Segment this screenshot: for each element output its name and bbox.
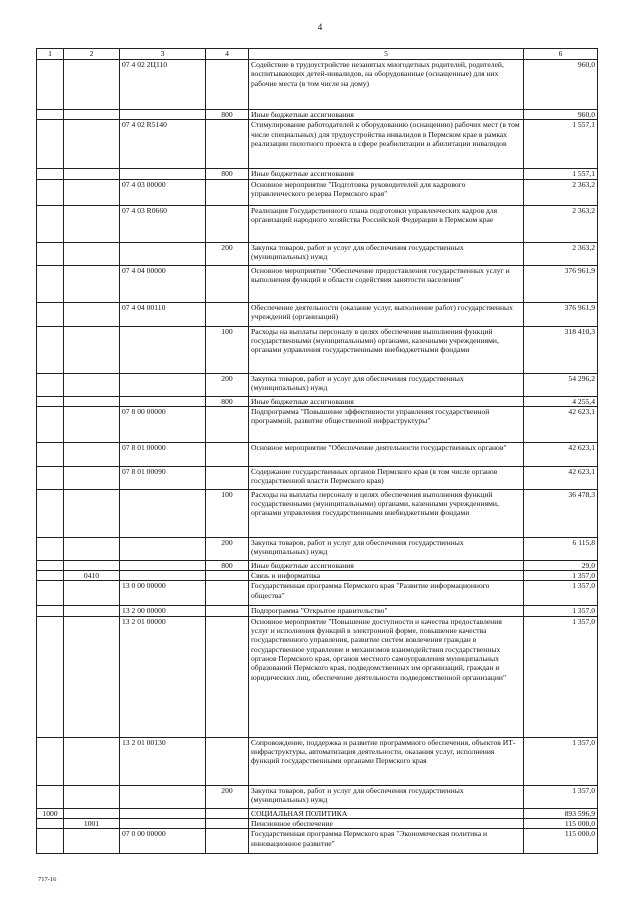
table-row — [37, 442, 598, 466]
section-code-cell — [37, 169, 64, 179]
section-code-cell — [37, 581, 64, 606]
amount-cell: 376 961,9 — [524, 302, 598, 326]
column-number: 4 — [206, 49, 249, 60]
subsection-code-cell — [64, 302, 120, 326]
expense-type-cell — [206, 616, 249, 737]
item-name-cell: Реализация Государственного плана подготовки управленческих кадров для организаций народного хозяйства Российской Федерации в Пермском крае — [249, 205, 524, 242]
expense-type-cell — [206, 808, 249, 818]
item-name-cell: Основное мероприятие "Обеспечение деятельности государственных органов" — [249, 442, 524, 466]
amount-cell: 1 557,1 — [524, 169, 598, 179]
item-name-cell: Закупка товаров, работ и услуг для обеспечения государственных (муниципальных) нужд — [249, 785, 524, 808]
item-name-cell: Содержание государственных органов Пермского края (в том числе органов государственной власти Пермского края) — [249, 466, 524, 489]
table-row — [37, 179, 598, 205]
amount-cell: 1 357,0 — [524, 581, 598, 606]
target-article-cell: 07 4 03 00000 — [120, 179, 206, 205]
item-name-cell: Основное мероприятие "Повышение доступности и качества предоставления услуг и исполнения функций в электронной форме, повышение качества государственного управления, развитие систем вовлечения граждан в государственное управление и механизмов взаимодействия государственных органов Пермского края, органов местного самоуправления муниципальных образований Пермского края, подведомственных им организаций, граждан и юридических лиц, обеспечение деятельности подведомственной организации" — [249, 616, 524, 737]
expense-type-cell: 100 — [206, 326, 249, 373]
amount-cell: 1 357,0 — [524, 571, 598, 581]
amount-cell: 893 596,9 — [524, 808, 598, 818]
target-article-cell — [120, 373, 206, 396]
expense-type-cell — [206, 737, 249, 785]
subsection-code-cell — [64, 616, 120, 737]
table-row — [37, 60, 598, 110]
target-article-cell — [120, 537, 206, 560]
expense-type-cell — [206, 466, 249, 489]
target-article-cell: 07 4 04 00000 — [120, 265, 206, 302]
budget-table — [36, 48, 598, 854]
item-name-cell: Иные бюджетные ассигнования — [249, 110, 524, 120]
amount-cell: 115 000,0 — [524, 829, 598, 854]
expense-type-cell: 200 — [206, 242, 249, 265]
expense-type-cell: 200 — [206, 785, 249, 808]
section-code-cell — [37, 606, 64, 616]
amount-cell: 115 000,0 — [524, 819, 598, 829]
item-name-cell: Связь и информатика — [249, 571, 524, 581]
amount-cell: 1 357,0 — [524, 606, 598, 616]
subsection-code-cell — [64, 396, 120, 406]
table-row — [37, 373, 598, 396]
subsection-code-cell — [64, 169, 120, 179]
target-article-cell — [120, 819, 206, 829]
subsection-code-cell — [64, 606, 120, 616]
section-code-cell — [37, 737, 64, 785]
amount-cell: 54 296,2 — [524, 373, 598, 396]
subsection-code-cell — [64, 537, 120, 560]
column-number: 2 — [64, 49, 120, 60]
section-code-cell — [37, 265, 64, 302]
target-article-cell: 07 8 00 00000 — [120, 406, 206, 442]
amount-cell: 2 363,2 — [524, 205, 598, 242]
subsection-code-cell — [64, 489, 120, 537]
subsection-code-cell — [64, 373, 120, 396]
table-row — [37, 120, 598, 169]
item-name-cell: Иные бюджетные ассигнования — [249, 560, 524, 570]
section-code-cell — [37, 302, 64, 326]
subsection-code-cell — [64, 406, 120, 442]
subsection-code-cell: 1001 — [64, 819, 120, 829]
subsection-code-cell — [64, 785, 120, 808]
table-row — [37, 302, 598, 326]
section-code-cell — [37, 205, 64, 242]
expense-type-cell — [206, 302, 249, 326]
subsection-code-cell — [64, 737, 120, 785]
target-article-cell: 07 4 04 00110 — [120, 302, 206, 326]
target-article-cell — [120, 489, 206, 537]
subsection-code-cell — [64, 581, 120, 606]
subsection-code-cell — [64, 60, 120, 110]
amount-cell: 960,0 — [524, 60, 598, 110]
item-name-cell: Обеспечение деятельности (оказание услуг, выполнение работ) государственных учреждений (организаций) — [249, 302, 524, 326]
column-number: 6 — [524, 49, 598, 60]
item-name-cell: Государственная программа Пермского края "Развитие информационного общества" — [249, 581, 524, 606]
target-article-cell: 07 0 00 00000 — [120, 829, 206, 854]
amount-cell: 376 961,9 — [524, 265, 598, 302]
subsection-code-cell — [64, 179, 120, 205]
amount-cell: 1 357,0 — [524, 785, 598, 808]
target-article-cell: 07 4 02 2Ц110 — [120, 60, 206, 110]
item-name-cell: Закупка товаров, работ и услуг для обеспечения государственных (муниципальных) нужд — [249, 537, 524, 560]
section-code-cell — [37, 785, 64, 808]
subsection-code-cell — [64, 110, 120, 120]
target-article-cell — [120, 169, 206, 179]
table-row — [37, 265, 598, 302]
amount-cell: 318 410,3 — [524, 326, 598, 373]
target-article-cell: 07 8 01 00090 — [120, 466, 206, 489]
item-name-cell: Закупка товаров, работ и услуг для обеспечения государственных (муниципальных) нужд — [249, 242, 524, 265]
table-row — [37, 326, 598, 373]
target-article-cell — [120, 808, 206, 818]
expense-type-cell — [206, 829, 249, 854]
expense-type-cell: 800 — [206, 396, 249, 406]
target-article-cell — [120, 242, 206, 265]
table-row — [37, 489, 598, 537]
table-row — [37, 571, 598, 581]
expense-type-cell — [206, 442, 249, 466]
table-row — [37, 560, 598, 570]
expense-type-cell: 100 — [206, 489, 249, 537]
item-name-cell: Подпрограмма "Повышение эффективности управления государственной программой, развитие общественной инфраструктуры" — [249, 406, 524, 442]
target-article-cell — [120, 326, 206, 373]
section-code-cell: 1000 — [37, 808, 64, 818]
subsection-code-cell — [64, 442, 120, 466]
expense-type-cell — [206, 179, 249, 205]
footer-code: 717-16 — [38, 876, 57, 883]
expense-type-cell: 200 — [206, 537, 249, 560]
target-article-cell: 07 8 01 00000 — [120, 442, 206, 466]
subsection-code-cell: 0410 — [64, 571, 120, 581]
amount-cell: 4 255,4 — [524, 396, 598, 406]
amount-cell: 36 478,3 — [524, 489, 598, 537]
section-code-cell — [37, 537, 64, 560]
expense-type-cell: 800 — [206, 560, 249, 570]
item-name-cell: Расходы на выплаты персоналу в целях обеспечения выполнения функций государственными (муниципальными) органами, казенными учреждениями, органами управления государственными внебюджетными фондами — [249, 326, 524, 373]
target-article-cell — [120, 785, 206, 808]
target-article-cell: 13 2 00 00000 — [120, 606, 206, 616]
table-row — [37, 785, 598, 808]
expense-type-cell: 800 — [206, 169, 249, 179]
page-number: 4 — [317, 22, 323, 32]
subsection-code-cell — [64, 205, 120, 242]
target-article-cell — [120, 560, 206, 570]
amount-cell: 2 363,2 — [524, 179, 598, 205]
section-code-cell — [37, 120, 64, 169]
subsection-code-cell — [64, 808, 120, 818]
table-row — [37, 808, 598, 818]
amount-cell: 1 357,0 — [524, 616, 598, 737]
amount-cell: 6 115,8 — [524, 537, 598, 560]
subsection-code-cell — [64, 265, 120, 302]
section-code-cell — [37, 179, 64, 205]
expense-type-cell — [206, 60, 249, 110]
expense-type-cell: 800 — [206, 110, 249, 120]
section-code-cell — [37, 616, 64, 737]
column-number: 3 — [120, 49, 206, 60]
table-row — [37, 819, 598, 829]
item-name-cell: Содействие в трудоустройстве незанятых многодетных родителей, родителей, воспитывающих детей-инвалидов, на оборудованные (оснащенные) для них рабочие места (в том числе на дому) — [249, 60, 524, 110]
expense-type-cell — [206, 265, 249, 302]
table-row — [37, 242, 598, 265]
item-name-cell: СОЦИАЛЬНАЯ ПОЛИТИКА — [249, 808, 524, 818]
item-name-cell: Пенсионное обеспечение — [249, 819, 524, 829]
section-code-cell — [37, 442, 64, 466]
section-code-cell — [37, 829, 64, 854]
section-code-cell — [37, 326, 64, 373]
target-article-cell — [120, 396, 206, 406]
subsection-code-cell — [64, 560, 120, 570]
target-article-cell: 07 4 02 R5140 — [120, 120, 206, 169]
expense-type-cell — [206, 819, 249, 829]
amount-cell: 1 557,1 — [524, 120, 598, 169]
table-row — [37, 581, 598, 606]
item-name-cell: Закупка товаров, работ и услуг для обеспечения государственных (муниципальных) нужд — [249, 373, 524, 396]
amount-cell: 29,0 — [524, 560, 598, 570]
table-row — [37, 205, 598, 242]
subsection-code-cell — [64, 326, 120, 373]
item-name-cell: Подпрограмма "Открытое правительство" — [249, 606, 524, 616]
target-article-cell — [120, 110, 206, 120]
column-number: 5 — [249, 49, 524, 60]
item-name-cell: Основное мероприятие "Подготовка руководителей для кадрового управленческого резерва Пермского края" — [249, 179, 524, 205]
target-article-cell: 13 2 01 00130 — [120, 737, 206, 785]
expense-type-cell — [206, 581, 249, 606]
section-code-cell — [37, 373, 64, 396]
table-row — [37, 606, 598, 616]
section-code-cell — [37, 406, 64, 442]
table-row — [37, 616, 598, 737]
table-row — [37, 466, 598, 489]
section-code-cell — [37, 396, 64, 406]
section-code-cell — [37, 466, 64, 489]
table-row — [37, 406, 598, 442]
section-code-cell — [37, 60, 64, 110]
item-name-cell: Сопровождение, поддержка и развитие программного обеспечения, объектов ИТ-инфраструктуры, автоматизация деятельности, оказания услуг, исполнения функций государственными органами Пермского края — [249, 737, 524, 785]
section-code-cell — [37, 819, 64, 829]
amount-cell: 42 623,1 — [524, 442, 598, 466]
target-article-cell: 13 2 01 00000 — [120, 616, 206, 737]
amount-cell: 960,0 — [524, 110, 598, 120]
item-name-cell: Иные бюджетные ассигнования — [249, 396, 524, 406]
expense-type-cell — [206, 120, 249, 169]
section-code-cell — [37, 560, 64, 570]
target-article-cell — [120, 571, 206, 581]
item-name-cell: Расходы на выплаты персоналу в целях обеспечения выполнения функций государственными (муниципальными) органами, казенными учреждениями, органами управления государственными внебюджетными фондами — [249, 489, 524, 537]
table-row — [37, 829, 598, 854]
amount-cell: 1 357,0 — [524, 737, 598, 785]
section-code-cell — [37, 110, 64, 120]
item-name-cell: Государственная программа Пермского края "Экономическая политика и инновационное развитие" — [249, 829, 524, 854]
column-number: 1 — [37, 49, 64, 60]
subsection-code-cell — [64, 829, 120, 854]
expense-type-cell — [206, 406, 249, 442]
amount-cell: 42 623,1 — [524, 406, 598, 442]
section-code-cell — [37, 489, 64, 537]
amount-cell: 2 363,2 — [524, 242, 598, 265]
expense-type-cell — [206, 205, 249, 242]
subsection-code-cell — [64, 120, 120, 169]
table-row — [37, 396, 598, 406]
item-name-cell: Стимулирование работодателей к оборудованию (оснащению) рабочих мест (в том числе специальных) для трудоустройства инвалидов в Пермском крае в рамках реализации пилотного проекта в сфере реабилитации и абилитации инвалидов — [249, 120, 524, 169]
table-row — [37, 737, 598, 785]
amount-cell: 42 623,1 — [524, 466, 598, 489]
column-number-row — [37, 49, 598, 60]
section-code-cell — [37, 571, 64, 581]
expense-type-cell — [206, 571, 249, 581]
target-article-cell: 07 4 03 R0660 — [120, 205, 206, 242]
expense-type-cell: 200 — [206, 373, 249, 396]
table-row — [37, 537, 598, 560]
subsection-code-cell — [64, 242, 120, 265]
table-row — [37, 110, 598, 120]
item-name-cell: Иные бюджетные ассигнования — [249, 169, 524, 179]
expense-type-cell — [206, 606, 249, 616]
item-name-cell: Основное мероприятие "Обеспечение предоставления государственных услуг и выполнения функций в области содействия занятости населения" — [249, 265, 524, 302]
target-article-cell: 13 0 00 00000 — [120, 581, 206, 606]
subsection-code-cell — [64, 466, 120, 489]
table-row — [37, 169, 598, 179]
section-code-cell — [37, 242, 64, 265]
